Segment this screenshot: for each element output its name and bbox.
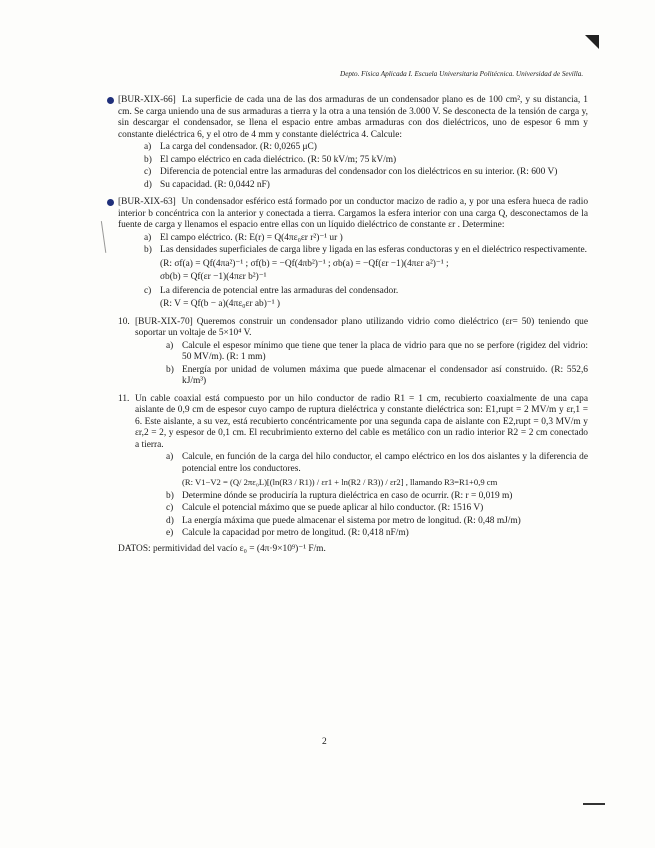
problem-number: 10. (118, 316, 130, 327)
bullet-icon (107, 97, 114, 104)
equation: (R: σf(a) = Qf(4πa²)⁻¹ ; σf(b) = −Qf(4πb²)⁻¹ ; σb(a) = −Qf(εr −1)(4πεr a²)⁻¹ ; (160, 258, 449, 269)
problem-list (118, 95, 588, 561)
corner-mark (585, 35, 599, 49)
list-item: e) Calcule la capacidad por metro de longitud. (R: 0,418 nF/m) (166, 528, 409, 538)
list-item: c) La diferencia de potencial entre las armaduras del condensador. (144, 285, 399, 296)
problem-number: [BUR-XIX-63] (118, 197, 176, 207)
list-item: c) Diferencia de potencial entre las armaduras del condensador con los dieléctricos en su interior. (R: 600 V) (144, 167, 558, 177)
list-item: d) La energía máxima que puede almacenar el sistema por metro de longitud. (R: 0,48 mJ/m) (166, 515, 521, 526)
list-item: b) Energía por unidad de volumen máxima que puede almacenar el condensador así construido. (R: 552,6 kJ/m³) (166, 364, 588, 386)
bottom-mark (583, 803, 605, 805)
equation: (R: V1−V2 = (Q/ 2πε₀L)[(ln(R3 / R1)) / εr1 + ln(R2 / R3)) / εr2] , llamando R3=R1+0,9 cm (182, 477, 498, 487)
problem-statement: [BUR-XIX-70] Queremos construir un condensador plano utilizando vidrio como dieléctrico (εr= 50) teniendo que soportar un voltaje de 5×10⁴ V. (135, 316, 588, 338)
problem-statement: Un condensador esférico está formado por un conductor macizo de radio a, y por una esfera hueca de radio interior b concéntrica con la anterior y conectada a tierra. Cargamos la esfera interior con una carga Q, desconectamos de la fuente de carga y llenamos el espacio entre ellas con un líquido dieléctrico de constante εr . Determine: (118, 197, 589, 230)
problem-bur-xix-63 (118, 197, 588, 311)
problem-statement: Un cable coaxial está compuesto por un hilo conductor de radio R1 = 1 cm, recubierto coaxialmente de una capa aislante de 0,9 cm de espesor cuyo campo de ruptura dieléctrica y constante dieléctrica son: E1,rupt = 2 MV/m y εr,1 = 6. Este aislante, a su vez, está recubierto concéntricamente por una segunda capa de aislante con E2,rupt = 0,3 MV/m y εr,2 = 2, y espesor de 0,1 cm. El recubrimiento externo del cable es metálico con un radio interior R2 = 2 cm conectado a tierra. (135, 393, 588, 450)
problem-11 (118, 394, 588, 556)
problem-10 (118, 317, 588, 388)
problem-bur-xix-66 (118, 95, 588, 191)
page-number: 2 (322, 737, 327, 747)
bullet-icon (107, 199, 114, 206)
list-item: c) Calcule el potencial máximo que se puede aplicar al hilo conductor. (R: 1516 V) (166, 503, 484, 513)
list-item: b) Las densidades superficiales de carga libre y ligada en las esferas conductoras y en el dieléctrico respectivamente. (144, 245, 587, 255)
list-item: a) El campo eléctrico. (R: E(r) = Q(4πε₀εr r²)⁻¹ ur ) (144, 232, 343, 243)
page-header: Depto. Física Aplicada I. Escuela Universitaria Politécnica. Universidad de Sevilla. (340, 70, 584, 78)
equation: σb(b) = Qf(εr −1)(4πεr b²)⁻¹ (160, 272, 267, 282)
problem-number: 11. (118, 393, 130, 404)
equation: (R: V = Qf(b − a)(4πε₀εr ab)⁻¹ ) (160, 299, 281, 309)
problem-number: [BUR-XIX-66] (118, 95, 176, 105)
list-item: b) Determine dónde se produciría la ruptura dieléctrica en caso de ocurrir. (R: r = 0,019 m) (166, 490, 513, 501)
list-item: a) Calcule, en función de la carga del hilo conductor, el campo eléctrico en los dos aislantes y la diferencia de potencial entre los conductores. (166, 452, 588, 474)
list-item: a) Calcule el espesor mínimo que tiene que tener la placa de vidrio para que no se perfore (rigidez del vidrio: 50 MV/m). (R: 1 mm) (166, 340, 588, 362)
list-item: b) El campo eléctrico en cada dieléctrico. (R: 50 kV/m; 75 kV/m) (144, 154, 397, 165)
list-item: d) Su capacidad. (R: 0,0442 nF) (144, 179, 270, 190)
constants-note: DATOS: permitividad del vacío ε₀ = (4π·9×10⁹)⁻¹ F/m. (118, 543, 326, 554)
list-item: a) La carga del condensador. (R: 0,0265 μC) (144, 142, 317, 152)
problem-statement: La superficie de cada una de las dos armaduras de un condensador plano es de 100 cm², y su distancia, 1 cm. Se carga uniendo una de sus armaduras a tierra y la otra a una tensión de 3.000 V. Se desconecta de la tensión de carga y, sin descargar el condensador, se llena el espacio entre ambas armaduras con dos dieléctricos, uno de espesor 6 mm y constante dieléctrica 6, y el otro de 4 mm y constante dieléctrica 4. Calcule: (118, 95, 588, 140)
